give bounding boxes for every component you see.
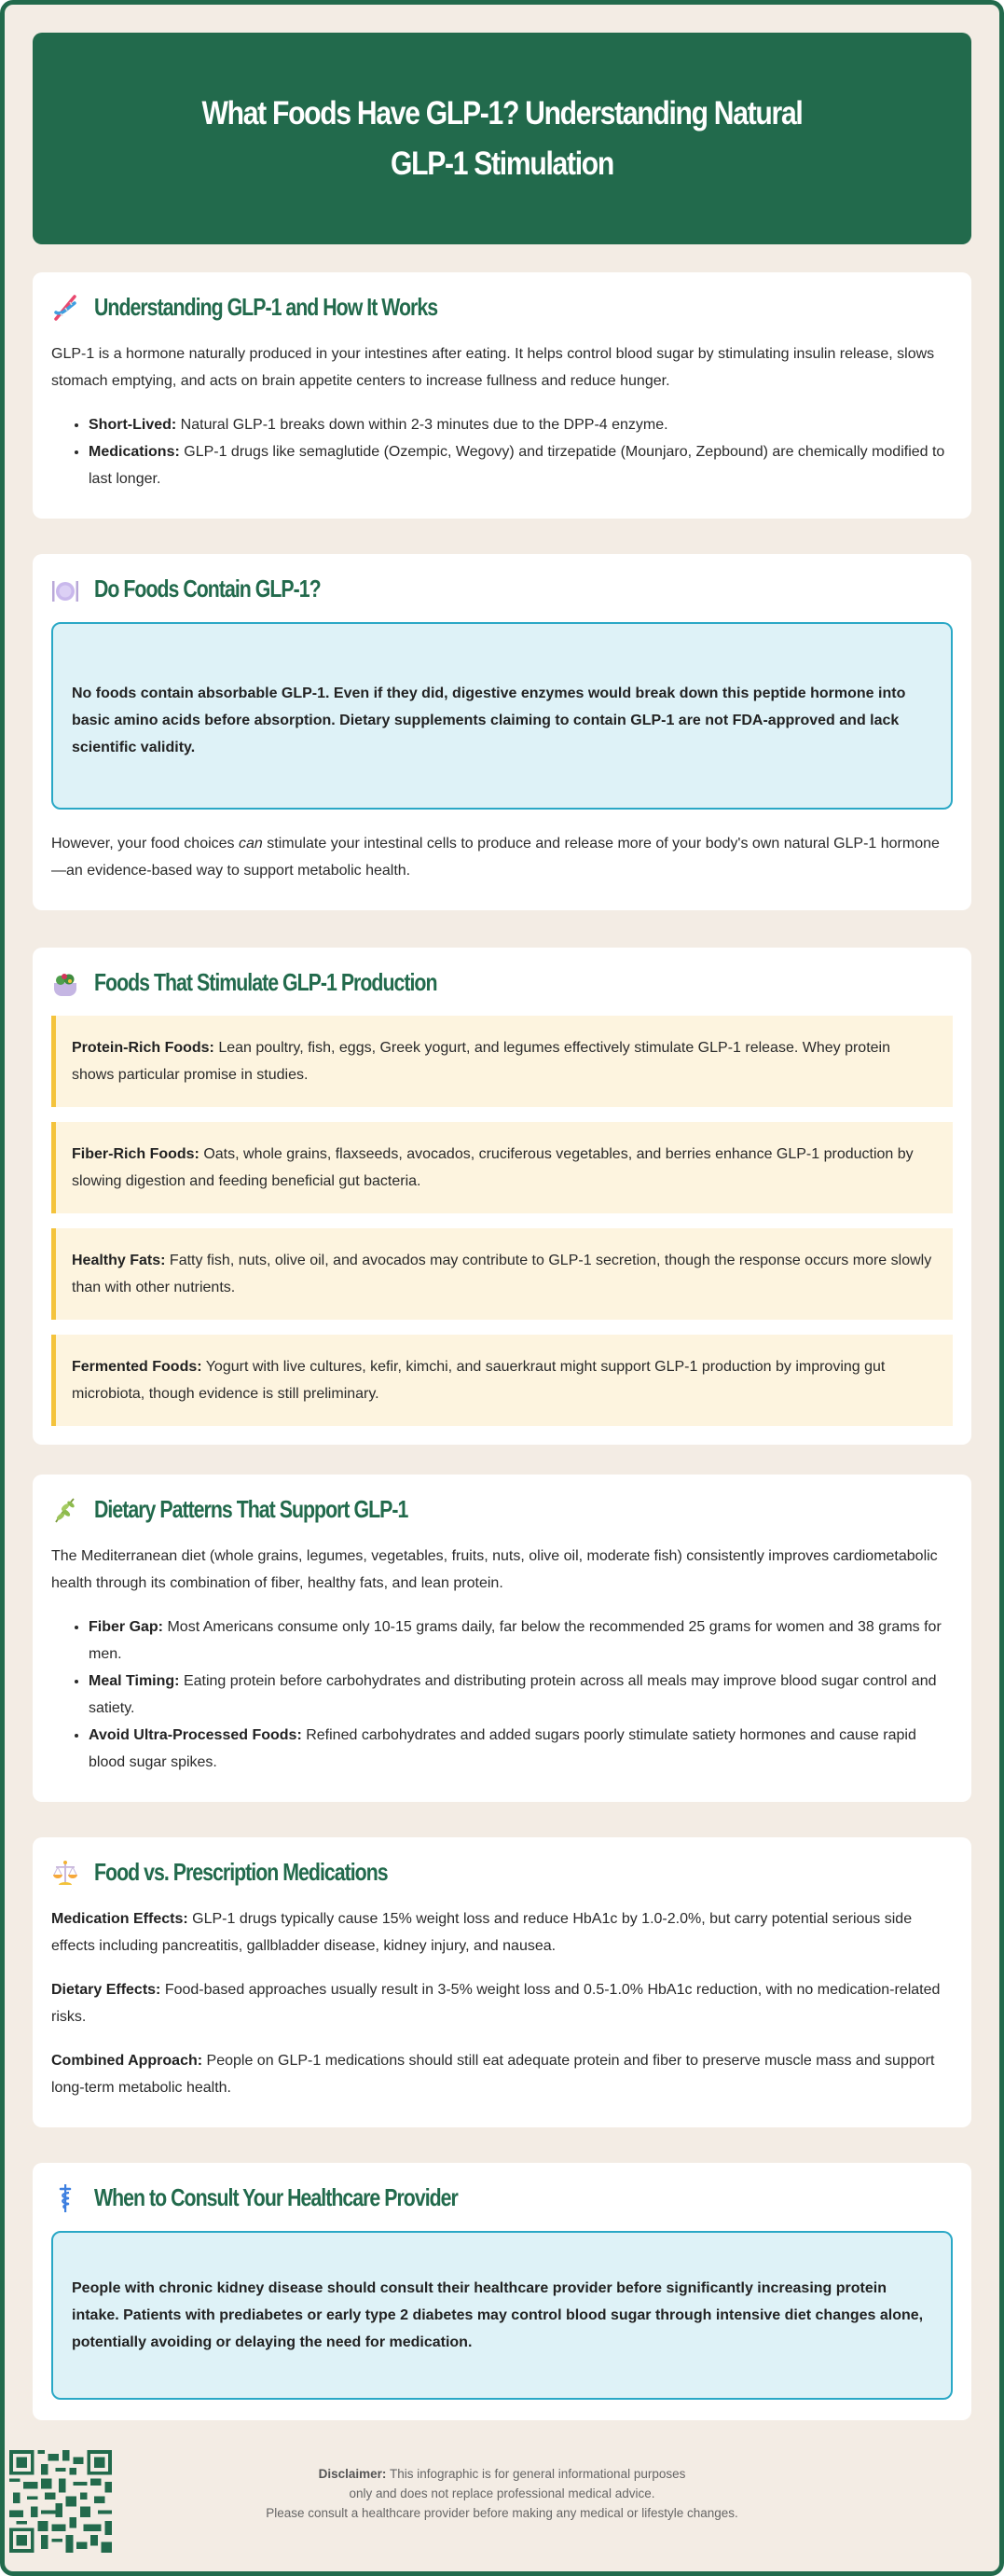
bullet-text: Natural GLP-1 breaks down within 2-3 minutes due to the DPP-4 enzyme.: [176, 417, 668, 433]
section-title: Understanding GLP-1 and How It Works: [94, 293, 438, 321]
paragraph-label: Medication Effects:: [51, 1911, 188, 1927]
followup-emphasis: can: [239, 836, 263, 852]
dna-icon: [51, 294, 79, 322]
paragraph-medication-effects: [51, 1905, 953, 1960]
plate-icon: [51, 575, 79, 603]
food-label: Fiber-Rich Foods:: [72, 1146, 199, 1162]
paragraph-text: Food-based approaches usually result in 3-5% weight loss and 0.5-1.0% HbA1c reduction, with no medication-related risks.: [51, 1982, 941, 2025]
list-item: [89, 1668, 953, 1722]
list-item: [89, 438, 953, 492]
section-title: Foods That Stimulate GLP-1 Production: [94, 968, 437, 996]
followup-text: stimulate your intestinal cells to produce and release more of your body's own natural GLP-1 hormone—an evidence-based way to support metabolic health.: [51, 836, 940, 879]
disclaimer-text: only and does not replace professional medical advice.: [349, 2486, 655, 2500]
qr-code-icon[interactable]: [9, 2450, 112, 2553]
food-label: Protein-Rich Foods:: [72, 1040, 214, 1056]
callout-text: No foods contain absorbable GLP-1. Even if they did, digestive enzymes would break down this peptide hormone into basic amino acids before absorption. Dietary supplements claiming to contain GLP-1 are not FDA-approved and lack scientific validity.: [72, 686, 906, 755]
bullet-text: Most Americans consume only 10-15 grams daily, far below the recommended 25 grams for women and 38 grams for men.: [89, 1619, 942, 1662]
food-card-fiber: [51, 1122, 953, 1213]
section-stimulating-foods: [33, 948, 971, 1445]
food-label: Fermented Foods:: [72, 1359, 202, 1375]
food-text: Yogurt with live cultures, kefir, kimchi, and sauerkraut might support GLP-1 production by improving gut microbiota, though evidence is still preliminary.: [72, 1359, 886, 1402]
section-food-vs-medications: [33, 1837, 971, 2127]
disclaimer: [266, 2464, 738, 2523]
section-intro: The Mediterranean diet (whole grains, legumes, vegetables, fruits, nuts, olive oil, moderate fish) consistently improves cardiometabolic health through its combination of fiber, healthy fats, and lean protein.: [51, 1548, 938, 1591]
balance-scale-icon: [51, 1859, 79, 1887]
section-title: Dietary Patterns That Support GLP-1: [94, 1495, 408, 1523]
section-intro: GLP-1 is a hormone naturally produced in your intestines after eating. It helps control blood sugar by stimulating insulin release, slows stomach emptying, and acts on brain appetite centers to increase fullness and reduce hunger.: [51, 346, 935, 389]
food-text: Oats, whole grains, flaxseeds, avocados, cruciferous vegetables, and berries enhance GLP-1 production by slowing digestion and feeding beneficial gut bacteria.: [72, 1146, 914, 1189]
paragraph-label: Combined Approach:: [51, 2053, 203, 2069]
page-title: What Foods Have GLP-1? Understanding Natural GLP-1 Stimulation: [201, 94, 803, 182]
paragraph-text: People on GLP-1 medications should still eat adequate protein and fiber to preserve muscle mass and support long-term metabolic health.: [51, 2053, 935, 2096]
disclaimer-text: Please consult a healthcare provider before making any medical or lifestyle changes.: [266, 2505, 738, 2520]
key-fact-callout: [51, 622, 953, 810]
section-dietary-patterns: [33, 1475, 971, 1802]
food-card-fermented: [51, 1335, 953, 1426]
herb-icon: [51, 1496, 79, 1524]
food-card-protein: [51, 1016, 953, 1107]
callout-text: People with chronic kidney disease should consult their healthcare provider before significantly increasing protein intake. Patients with prediabetes or early type 2 diabetes may control blood sugar through intensive diet changes alone, potentially avoiding or delaying the need for medication.: [72, 2280, 924, 2350]
consult-callout: [51, 2231, 953, 2400]
section-followup: [51, 830, 953, 884]
bullet-label: Fiber Gap:: [89, 1619, 164, 1635]
section-title: Do Foods Contain GLP-1?: [94, 575, 321, 602]
medical-staff-icon: [51, 2184, 79, 2212]
section-understanding: [33, 272, 971, 519]
header-banner: [33, 33, 971, 244]
paragraph-text: GLP-1 drugs typically cause 15% weight loss and reduce HbA1c by 1.0-2.0%, but carry potential serious side effects including pancreatitis, gallbladder disease, kidney injury, and nausea.: [51, 1911, 913, 1954]
bullet-label: Medications:: [89, 444, 180, 460]
salad-icon: [51, 969, 79, 997]
food-label: Healthy Fats:: [72, 1253, 166, 1268]
food-text: Fatty fish, nuts, olive oil, and avocados may contribute to GLP-1 secretion, though the response occurs more slowly than with other nutrients.: [72, 1253, 932, 1295]
bullet-text: GLP-1 drugs like semaglutide (Ozempic, Wegovy) and tirzepatide (Mounjaro, Zepbound) are chemically modified to last longer.: [89, 444, 945, 487]
bullet-label: Meal Timing:: [89, 1673, 180, 1689]
bullet-label: Short-Lived:: [89, 417, 177, 433]
list-item: [89, 1613, 953, 1668]
paragraph-combined-approach: [51, 2047, 953, 2101]
section-consult-provider: [33, 2163, 971, 2420]
section-title: Food vs. Prescription Medications: [94, 1858, 388, 1886]
disclaimer-text: This infographic is for general informational purposes: [386, 2466, 686, 2481]
list-item: [89, 1722, 953, 1776]
food-text: Lean poultry, fish, eggs, Greek yogurt, and legumes effectively stimulate GLP-1 release. Whey protein shows particular promise in studies.: [72, 1040, 890, 1083]
section-title: When to Consult Your Healthcare Provider: [94, 2183, 458, 2211]
followup-text: However, your food choices: [51, 836, 239, 852]
food-card-fats: [51, 1228, 953, 1320]
bullet-text: Eating protein before carbohydrates and distributing protein across all meals may improve blood sugar control and satiety.: [89, 1673, 937, 1716]
paragraph-label: Dietary Effects:: [51, 1982, 161, 1998]
disclaimer-label: Disclaimer:: [318, 2466, 387, 2481]
footer: [33, 2450, 971, 2571]
list-item: [89, 411, 953, 438]
bullet-text: Refined carbohydrates and added sugars poorly stimulate satiety hormones and cause rapid blood sugar spikes.: [89, 1727, 916, 1770]
section-do-foods-contain: [33, 554, 971, 910]
bullet-label: Avoid Ultra-Processed Foods:: [89, 1727, 302, 1743]
bullet-list: [51, 1613, 953, 1776]
bullet-list: [51, 411, 953, 492]
paragraph-dietary-effects: [51, 1976, 953, 2030]
